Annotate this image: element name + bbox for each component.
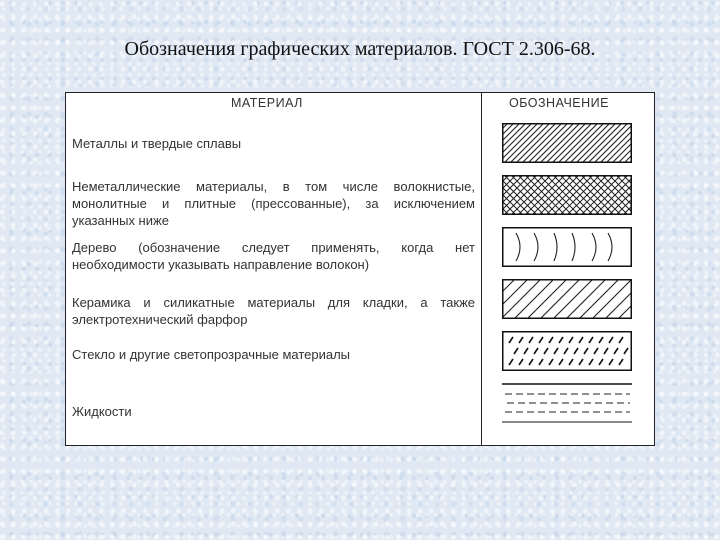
material-liquids: Жидкости [72,404,132,419]
material-nonmetallic: Неметаллические материалы, в том числе волокнистые, монолитные и плитные (прессованные), за исключением указанных ниже [72,179,475,228]
material-metals: Металлы и твердые сплавы [72,136,242,151]
nonmetal-crosshatch-swatch [502,175,632,215]
material-glass: Стекло и другие светопрозрачные материалы [72,347,351,362]
metal-hatch-swatch [502,123,632,163]
header-material: МАТЕРИАЛ [231,96,303,110]
column-divider [481,93,482,445]
materials-table [65,92,655,446]
material-wood: Дерево (обозначение следует применять, когда нет необходимости указывать направление волокон) [72,240,475,272]
header-designation: ОБОЗНАЧЕНИЕ [509,96,609,110]
wood-arcs-swatch [502,227,632,267]
material-ceramics: Керамика и силикатные материалы для кладки, а также электротехнический фарфор [72,295,475,327]
slide-title: Обозначения графических материалов. ГОСТ 2.306-68. [124,38,596,60]
ceramic-hatch-swatch [502,279,632,319]
liquid-dashes-swatch [502,383,632,423]
glass-strokes-swatch [502,331,632,371]
